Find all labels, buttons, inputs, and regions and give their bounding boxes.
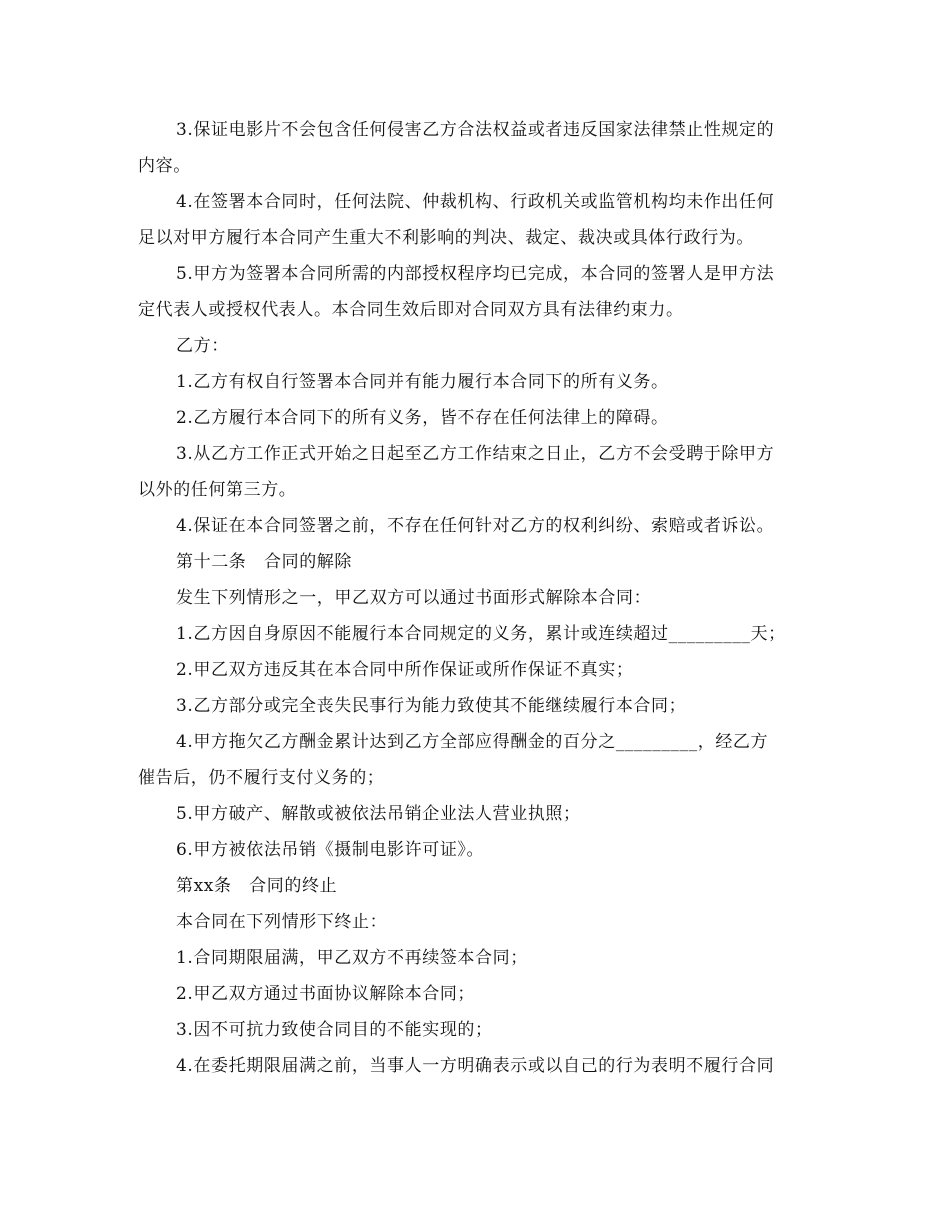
paragraph-line: 4.在签署本合同时，任何法院、仲裁机构、行政机关或监管机构均未作出任何 xyxy=(176,192,775,212)
article-heading: 第十二条 合同的解除 xyxy=(176,552,352,572)
paragraph-line: 4.在委托期限届满之前，当事人一方明确表示或以自己的行为表明不履行合同 xyxy=(176,1056,775,1076)
paragraph-line: 2.乙方履行本合同下的所有义务，皆不存在任何法律上的障碍。 xyxy=(176,408,669,428)
paragraph-line: 3.因不可抗力致使合同目的不能实现的； xyxy=(176,1020,493,1040)
paragraph-line: 以外的任何第三方。 xyxy=(138,480,297,500)
paragraph-line: 2.甲乙双方违反其在本合同中所作保证或所作保证不真实； xyxy=(176,660,634,680)
paragraph-line: 1.乙方有权自行签署本合同并有能力履行本合同下的所有义务。 xyxy=(176,372,669,392)
paragraph-line: 3.保证电影片不会包含任何侵害乙方合法权益或者违反国家法律禁止性规定的 xyxy=(176,120,775,140)
paragraph-line: 3.从乙方工作正式开始之日起至乙方工作结束之日止，乙方不会受聘于除甲方 xyxy=(176,444,775,464)
article-heading: 第xx条 合同的终止 xyxy=(176,876,338,896)
paragraph-line: 4.甲方拖欠乙方酬金累计达到乙方全部应得酬金的百分之_________，经乙方 xyxy=(176,732,769,752)
paragraph-line: 定代表人或授权代表人。本合同生效后即对合同双方具有法律约束力。 xyxy=(138,300,684,320)
paragraph-line: 5.甲方破产、解散或被依法吊销企业法人营业执照； xyxy=(176,804,581,824)
paragraph-line: 3.乙方部分或完全丧失民事行为能力致使其不能继续履行本合同； xyxy=(176,696,687,716)
paragraph-line: 内容。 xyxy=(138,156,191,176)
paragraph-line: 2.甲乙双方通过书面协议解除本合同； xyxy=(176,984,476,1004)
section-heading: 乙方： xyxy=(176,336,229,356)
paragraph-line: 5.甲方为签署本合同所需的内部授权程序均已完成，本合同的签署人是甲方法 xyxy=(176,264,775,284)
paragraph-line: 催告后，仍不履行支付义务的； xyxy=(138,768,385,788)
paragraph-line: 足以对甲方履行本合同产生重大不利影响的判决、裁定、裁决或具体行政行为。 xyxy=(138,228,754,248)
paragraph-line: 本合同在下列情形下终止： xyxy=(176,912,388,932)
paragraph-line: 发生下列情形之一，甲乙双方可以通过书面形式解除本合同： xyxy=(176,588,652,608)
paragraph-line: 4.保证在本合同签署之前，不存在任何针对乙方的权利纠纷、索赔或者诉讼。 xyxy=(176,516,775,536)
paragraph-line: 6.甲方被依法吊销《摄制电影许可证》。 xyxy=(176,840,485,860)
paragraph-line: 1.乙方因自身原因不能履行本合同规定的义务，累计或连续超过_________天； xyxy=(176,624,786,644)
paragraph-line: 1.合同期限届满，甲乙双方不再续签本合同； xyxy=(176,948,528,968)
